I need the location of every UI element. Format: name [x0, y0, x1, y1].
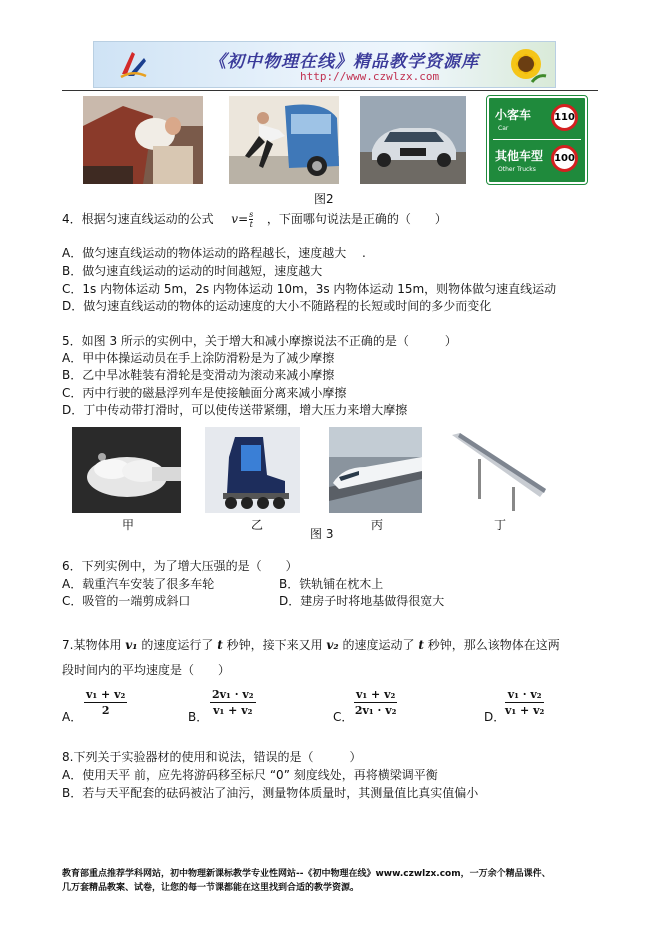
q7-text-d: 的速度运动了	[342, 638, 415, 652]
formula-s: s	[249, 210, 254, 219]
q6-stem: 6．下列实例中，为了增大压强的是（ ）	[62, 559, 298, 573]
q4-stem	[62, 210, 447, 229]
sign-truck-label: 其他车型	[495, 149, 544, 163]
formula-t: t	[249, 220, 253, 229]
q7-option-c-num: v₁ + v₂	[356, 688, 396, 701]
header-url[interactable]: http://www.czwlzx.com	[300, 70, 440, 83]
q4-stem-prefix: 4．根据匀速直线运动的公式	[62, 212, 214, 226]
q7-option-c-fraction	[354, 688, 397, 717]
photo-push-car	[229, 96, 339, 184]
q7-option-d-num: v₁ · v₂	[505, 688, 544, 703]
q7-option-b-num: 2v₁ · v₂	[212, 688, 254, 701]
q7-option-d-fraction	[505, 688, 544, 717]
q6-option-a: A．载重汽车安装了很多车轮	[62, 577, 215, 591]
q7-option-d-den: v₁ + v₂	[505, 704, 545, 717]
q4-option-d: D．做匀速直线运动的物体的运动速度的大小不随路程的长短或时间的多少而变化	[62, 299, 492, 313]
sign-truck-sub: Other Trucks	[498, 166, 536, 173]
q4-option-a: A．做匀速直线运动的物体运动的路程越长，速度越大 .	[62, 246, 366, 260]
q8-stem: 8.下列关于实验器材的使用和说法，错误的是（ ）	[62, 750, 362, 764]
q5-option-d: D．丁中传动带打滑时，可以使传送带紧绷，增大压力来增大摩擦	[62, 403, 408, 417]
sign-car-sub: Car	[498, 125, 509, 132]
q7-option-c-den: 2v₁ · v₂	[354, 704, 397, 717]
q5-option-a: A．甲中体操运动员在手上涂防滑粉是为了减少摩擦	[62, 351, 335, 365]
q4-option-b: B．做匀速直线运动的运动的时间越短，速度越大	[62, 264, 323, 278]
sign-car-limit: 110	[551, 104, 578, 131]
figure3-caption: 图 3	[310, 527, 334, 541]
q7-option-d-label: D．	[484, 710, 506, 724]
photo-sports-car	[360, 96, 466, 184]
figure3-label-jia: 甲	[122, 518, 135, 532]
q8-option-a: A．使用天平 前，应先将游码移至标尺 “0” 刻度线处，再将横梁调平衡	[62, 768, 438, 782]
q7-option-a-den: 2	[101, 704, 110, 717]
speed-limit-sign	[487, 96, 587, 184]
formula-v: v=	[231, 212, 249, 226]
q7-text-c: 秒钟，接下来又用	[226, 638, 323, 652]
q8-option-b: B．若与天平配套的砝码被沾了油污，测量物体质量时，其测量值比真实值偏小	[62, 786, 479, 800]
photo-conveyor-belt	[448, 427, 548, 513]
figure3-label-bing: 丙	[371, 518, 384, 532]
sign-car-label: 小客车	[495, 108, 532, 122]
q7-option-b-label: B．	[188, 710, 209, 724]
q7-text-a: 7.某物体用	[62, 638, 122, 652]
q7-line1	[62, 637, 560, 653]
figure2-caption: 图2	[314, 192, 334, 206]
q7-option-a-label: A．	[62, 710, 83, 724]
footer-line-1: 教育部重点推荐学科网站，初中物理新课标教学专业性网站--《初中物理在线》www.czwlzx.com，一万余个精品课件、	[62, 869, 551, 879]
footer-line-2: 几万套精品教案、试卷，让您的每一节课都能在这里找到合适的教学资源。	[62, 883, 360, 893]
q6-option-c: C．吸管的一端剪成斜口	[62, 594, 191, 608]
q6-option-b: B．铁轨铺在枕木上	[279, 577, 384, 591]
q4-formula	[231, 210, 257, 229]
q7-option-a-fraction	[84, 688, 127, 717]
q5-stem: 5．如图 3 所示的实例中，关于增大和减小摩擦说法不正确的是（ ）	[62, 334, 457, 348]
photo-roller-skate	[205, 427, 300, 513]
site-logo-icon	[118, 48, 148, 80]
q7-text-b: 的速度运行了	[141, 638, 214, 652]
figure3-label-yi: 乙	[251, 518, 264, 532]
q7-t2: t	[418, 638, 424, 652]
q5-option-b: B．乙中旱冰鞋装有滑轮是变滑动为滚动来减小摩擦	[62, 368, 335, 382]
q4-stem-suffix: ，下面哪句说法是正确的（ ）	[266, 212, 447, 226]
photo-gymnast-hands	[72, 427, 181, 513]
sunflower-icon	[502, 44, 550, 86]
q7-v2: v₂	[326, 638, 339, 652]
q7-option-a-num: v₁ + v₂	[86, 688, 126, 701]
header-banner	[93, 41, 556, 88]
sign-truck-limit: 100	[551, 145, 578, 172]
figure3-label-ding: 丁	[494, 518, 507, 532]
q4-option-c: C．1s 内物体运动 5m，2s 内物体运动 10m，3s 内物体运动 15m，则物体做匀速直线运动	[62, 282, 557, 296]
header-rule	[62, 90, 598, 91]
photo-maglev-train	[329, 427, 422, 513]
q7-t1: t	[217, 638, 223, 652]
q7-line2: 段时间内的平均速度是（ ）	[62, 663, 231, 677]
q7-option-b-fraction	[210, 688, 256, 717]
q7-text-e: 秒钟，那么该物体在这两	[427, 638, 560, 652]
q5-option-c: C．丙中行驶的磁悬浮列车是使接触面分离来减小摩擦	[62, 386, 347, 400]
q7-option-c-label: C．	[333, 710, 354, 724]
photo-airbag	[83, 96, 203, 184]
header-title: 《初中物理在线》精品教学资源库	[209, 52, 479, 72]
q6-option-d: D．建房子时将地基做得很宽大	[279, 594, 445, 608]
q7-v1: v₁	[125, 638, 138, 652]
q7-option-b-den: v₁ + v₂	[213, 704, 253, 717]
